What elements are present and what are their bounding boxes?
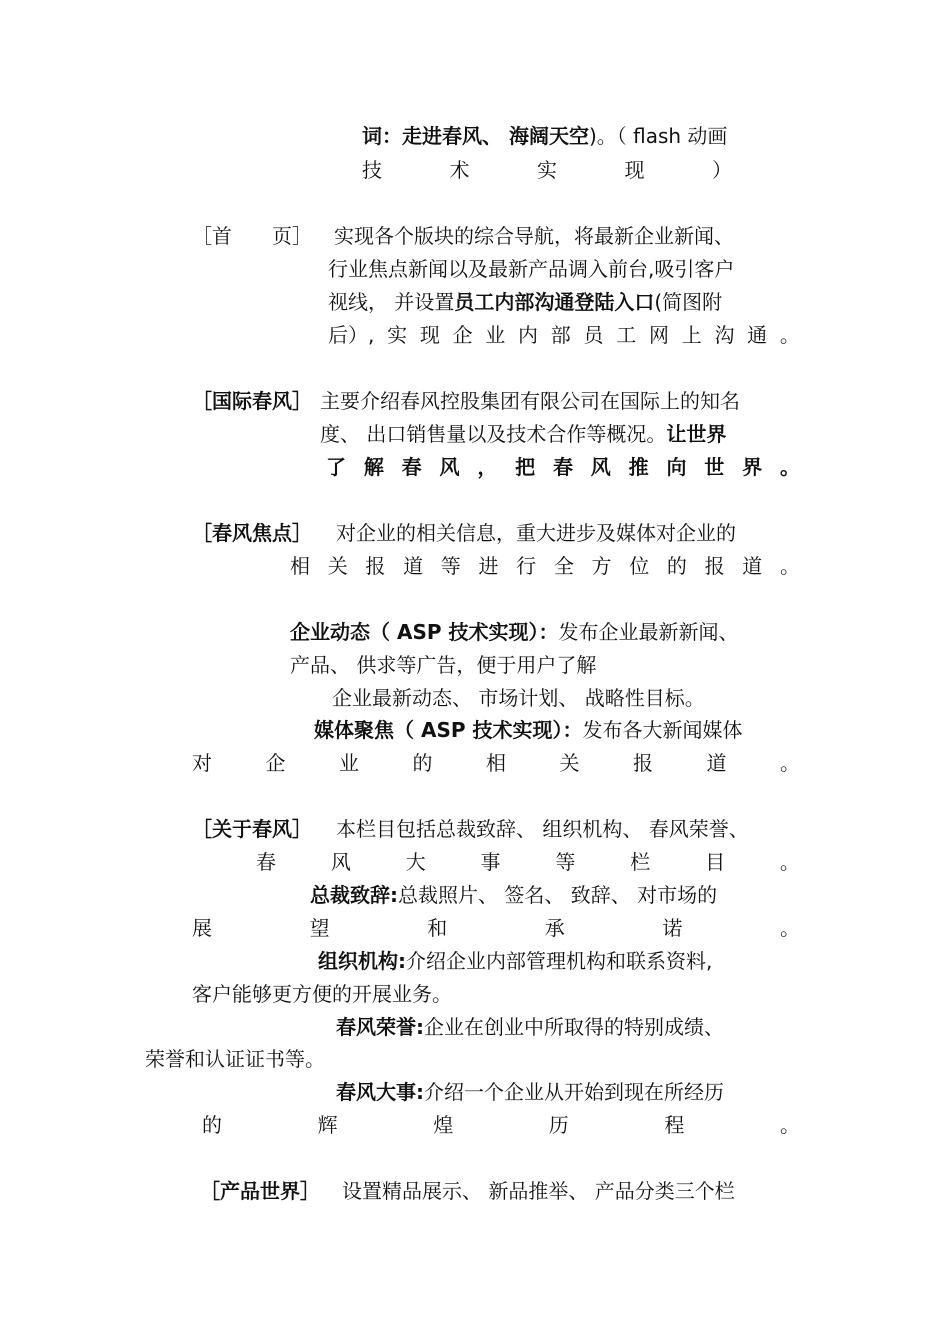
text-glyph: 通 <box>747 323 768 347</box>
organization-text: 介绍企业内部管理机构和联系资料, <box>406 949 713 973</box>
intro-line-2 <box>362 156 732 184</box>
text-glyph: 历 <box>548 1113 569 1137</box>
text-glyph: 的 <box>202 1113 222 1137</box>
about-line-2 <box>256 848 800 876</box>
text-glyph: 风 <box>590 455 611 479</box>
text-glyph: 报 <box>633 751 653 775</box>
section-tag-international-text: ［国际春风］ <box>192 389 312 413</box>
ceo-speech-text: 总裁照片、 签名、 致辞、 对市场的 <box>398 883 718 907</box>
section-tag-home: ［首 页］ <box>192 224 312 248</box>
text-glyph: 业 <box>339 751 359 775</box>
about-line-8: 荣誉和认证证书等。 <box>145 1047 325 1071</box>
text-glyph: 辉 <box>317 1113 338 1137</box>
home-line-3 <box>328 288 722 316</box>
section-tag-focus <box>192 519 312 547</box>
intl-line-2-text: 度、 出口销售量以及技术合作等概况。 <box>320 422 667 446</box>
media-focus-text: 发布各大新闻媒体 <box>582 718 743 742</box>
news-line-3: 企业最新动态、 市场计划、 战略性目标。 <box>332 686 705 710</box>
text-glyph: 员 <box>583 323 604 347</box>
focus-line-2 <box>290 552 800 580</box>
text-glyph: 展 <box>192 916 212 940</box>
enterprise-news-text: 发布企业最新新闻、 <box>558 620 739 644</box>
news-line-5 <box>192 749 800 777</box>
text-glyph: 诺 <box>662 916 683 940</box>
text-glyph: 春 <box>256 850 276 874</box>
about-line-6: 客户能够更方便的开展业务。 <box>192 982 452 1006</box>
text-glyph: 方 <box>591 554 612 578</box>
media-focus-heading: 媒体聚焦（ ASP 技术实现）： <box>314 718 583 742</box>
section-tag-focus-text: ［春风焦点］ <box>192 521 312 545</box>
text-glyph: 程 <box>664 1113 685 1137</box>
home-line-2: 行业焦点新闻以及最新产品调入前台,吸引客户 <box>328 257 735 281</box>
intro-bold-text: 词：走进春风、 海阔天空 <box>362 124 589 148</box>
text-glyph: 了 <box>326 455 346 479</box>
text-glyph: 术 <box>449 158 470 182</box>
text-glyph: 。 <box>779 850 800 874</box>
text-glyph: 承 <box>544 916 565 940</box>
intro-text: )。（ flash 动画 <box>588 124 728 148</box>
about-line-9 <box>336 1078 724 1106</box>
text-glyph: 后）, <box>328 323 375 347</box>
text-glyph: 上 <box>681 323 702 347</box>
text-glyph: 现 <box>419 323 440 347</box>
about-line-7 <box>336 1013 724 1041</box>
honors-heading: 春风荣誉: <box>336 1015 424 1039</box>
text-glyph: 道 <box>403 554 424 578</box>
text-glyph: 。 <box>779 916 800 940</box>
text-glyph: ， <box>477 455 498 479</box>
events-text: 介绍一个企业从开始到现在所经历 <box>424 1080 724 1104</box>
enterprise-news-heading: 企业动态（ ASP 技术实现）： <box>290 620 559 644</box>
text-glyph: 推 <box>628 455 649 479</box>
text-glyph: 等 <box>555 850 576 874</box>
text-glyph: 道 <box>706 751 727 775</box>
text-glyph: 业 <box>485 323 506 347</box>
ceo-speech-heading: 总裁致辞: <box>310 883 398 907</box>
section-tag-about <box>192 815 312 843</box>
section-tag-products <box>200 1177 320 1205</box>
intl-line-2-bold: 让世界 <box>666 422 727 446</box>
text-glyph: 大 <box>405 850 426 874</box>
about-line-10 <box>202 1111 800 1139</box>
text-glyph: 世 <box>704 455 725 479</box>
text-glyph: 事 <box>480 850 501 874</box>
text-glyph: 全 <box>553 554 574 578</box>
text-glyph: 报 <box>704 554 725 578</box>
organization-heading: 组织机构: <box>318 949 406 973</box>
text-glyph: 望 <box>309 916 330 940</box>
text-glyph: 相 <box>486 751 506 775</box>
text-glyph: 。 <box>779 323 800 347</box>
intl-line-3 <box>326 453 800 481</box>
text-glyph: 。 <box>779 455 800 479</box>
home-line-4 <box>328 321 800 349</box>
text-glyph: 春 <box>552 455 573 479</box>
text-glyph: 网 <box>648 323 669 347</box>
text-glyph: 的 <box>666 554 687 578</box>
text-glyph: 内 <box>518 323 539 347</box>
about-line-4 <box>192 914 800 942</box>
home-line-1: 实现各个版块的综合导航，将最新企业新闻、 <box>334 224 734 248</box>
products-line-1: 设置精品展示、 新品推举、 产品分类三个栏 <box>342 1179 735 1203</box>
text-glyph: 相 <box>290 554 310 578</box>
text-glyph: 位 <box>629 554 650 578</box>
home-line-3-note: (简图附 <box>654 290 723 314</box>
intl-line-1: 主要介绍春风控股集团有限公司在国际上的知名 <box>320 389 740 413</box>
text-glyph: 把 <box>515 455 536 479</box>
section-tag-products-text: ［产品世界］ <box>200 1179 320 1203</box>
text-glyph: 实 <box>537 158 557 182</box>
home-line-3-text: 视线， 并设置 <box>328 290 455 314</box>
news-line-4 <box>314 716 742 744</box>
text-glyph: 现 <box>624 158 645 182</box>
text-glyph: 企 <box>265 751 286 775</box>
intro-line-1 <box>362 122 727 150</box>
text-glyph: 向 <box>666 455 687 479</box>
text-glyph: 进 <box>478 554 499 578</box>
text-glyph: 工 <box>616 323 637 347</box>
text-glyph: 行 <box>516 554 537 578</box>
text-glyph: 栏 <box>630 850 651 874</box>
text-glyph: 目 <box>705 850 726 874</box>
news-line-2: 产品、 供求等广告，便于用户了解 <box>290 653 597 677</box>
text-glyph: 。 <box>779 1113 800 1137</box>
honors-text: 企业在创业中所取得的特别成绩、 <box>424 1015 724 1039</box>
text-glyph: 对 <box>192 751 212 775</box>
text-glyph: 沟 <box>714 323 735 347</box>
about-line-3 <box>310 881 717 909</box>
text-glyph: 报 <box>365 554 386 578</box>
events-heading: 春风大事: <box>336 1080 424 1104</box>
text-glyph: 关 <box>327 554 348 578</box>
text-glyph: 。 <box>779 554 800 578</box>
text-glyph: 风 <box>439 455 460 479</box>
text-glyph: 春 <box>401 455 422 479</box>
text-glyph: 关 <box>559 751 580 775</box>
focus-line-1: 对企业的相关信息，重大进步及媒体对企业的 <box>336 521 736 545</box>
news-line-1 <box>290 618 738 646</box>
text-glyph: 风 <box>330 850 351 874</box>
text-glyph: 界 <box>742 455 763 479</box>
text-glyph: 道 <box>742 554 763 578</box>
staff-login-entry-text: 员工内部沟通登陆入口 <box>454 290 655 314</box>
text-glyph: 煌 <box>433 1113 454 1137</box>
text-glyph: 的 <box>412 751 433 775</box>
text-glyph: 等 <box>440 554 461 578</box>
section-tag-about-text: ［关于春风］ <box>192 817 312 841</box>
about-line-1: 本栏目包括总裁致辞、 组织机构、 春风荣誉、 <box>336 817 749 841</box>
text-glyph: ） <box>712 158 732 182</box>
text-glyph: 技 <box>362 158 382 182</box>
text-glyph: 部 <box>550 323 571 347</box>
about-line-5 <box>318 947 712 975</box>
text-glyph: 解 <box>363 455 384 479</box>
section-tag-international <box>192 387 312 415</box>
text-glyph: 。 <box>780 751 800 775</box>
text-glyph: 企 <box>452 323 473 347</box>
intl-line-2 <box>320 420 726 448</box>
text-glyph: 实 <box>387 323 408 347</box>
text-glyph: 和 <box>427 916 448 940</box>
